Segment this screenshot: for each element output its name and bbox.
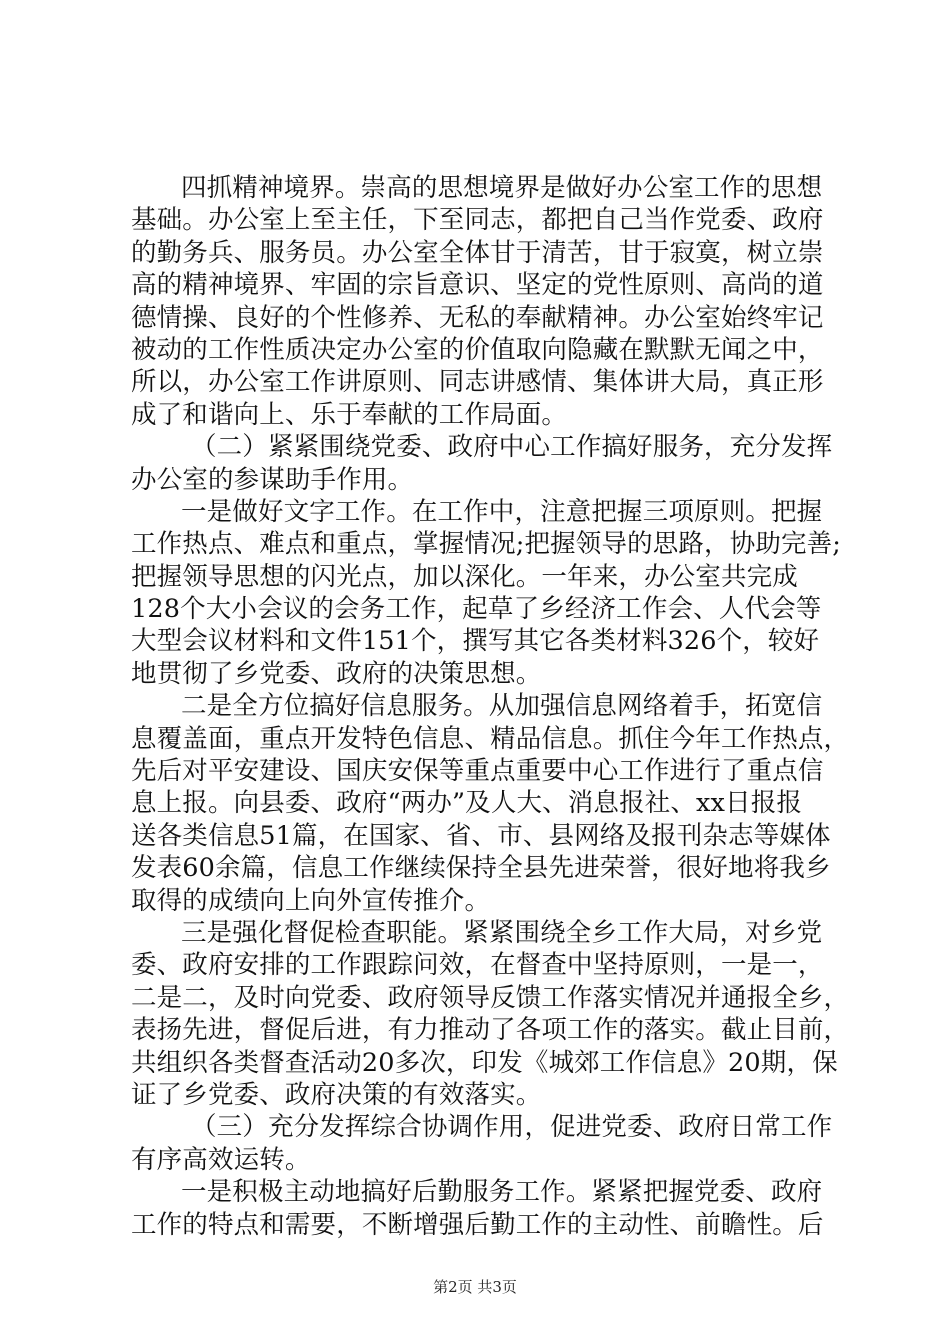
text-line: 四抓精神境界。崇高的思想境界是做好办公室工作的思想 <box>181 173 823 203</box>
page-footer <box>0 1277 950 1297</box>
paragraph <box>131 1111 831 1176</box>
paragraph <box>131 1176 831 1241</box>
text-line: 德情操、良好的个性修养、无私的奉献精神。办公室始终牢记 <box>131 302 824 333</box>
text-line: 送各类信息51篇，在国家、省、市、县网络及报刊杂志等媒体 <box>131 820 831 851</box>
paragraph <box>131 172 831 431</box>
text-line: 高的精神境界、牢固的宗旨意识、坚定的党性原则、高尚的道 <box>131 270 824 301</box>
text-line: 工作的特点和需要，不断增强后勤工作的主动性、前瞻性。后 <box>131 1209 824 1240</box>
paragraph <box>131 690 850 917</box>
text-line: 三是强化督促检查职能。紧紧围绕全乡工作大局，对乡党 <box>181 917 823 948</box>
text-line: 二是全方位搞好信息服务。从加强信息网络着手，拓宽信 <box>181 691 823 722</box>
text-line: 被动的工作性质决定办公室的价值取向隐藏在默默无闻之中， <box>131 334 824 365</box>
text-line: 共组织各类督查活动20多次，印发《城郊工作信息》20期，保 <box>131 1047 838 1078</box>
text-line: 息覆盖面，重点开发特色信息、精品信息。抓住今年工作热点， <box>131 723 850 754</box>
text-line: 地贯彻了乡党委、政府的决策思想。 <box>131 658 542 689</box>
text-line: 发表60余篇，信息工作继续保持全县先进荣誉，很好地将我乡 <box>131 853 831 884</box>
text-line: 取得的成绩向上向外宣传推介。 <box>131 885 491 916</box>
paragraph <box>131 917 850 1111</box>
text-line: 委、政府安排的工作跟踪问效，在督查中坚持原则，一是一， <box>131 950 824 981</box>
text-line: 先后对平安建设、国庆安保等重点重要中心工作进行了重点信 <box>131 756 824 787</box>
text-line: 大型会议材料和文件151个，撰写其它各类材料326个，较好 <box>131 626 820 657</box>
text-line: 成了和谐向上、乐于奉献的工作局面。 <box>131 399 568 430</box>
text-line: 办公室的参谋助手作用。 <box>131 464 414 495</box>
text-line: （二）紧紧围绕党委、政府中心工作搞好服务，充分发挥 <box>191 432 833 463</box>
text-line: 把握领导思想的闪光点，加以深化。一年来，办公室共完成 <box>131 561 798 592</box>
text-line: 基础。办公室上至主任，下至同志，都把自己当作党委、政府 <box>131 205 824 236</box>
document-body <box>131 172 850 1241</box>
text-line: 证了乡党委、政府决策的有效落实。 <box>131 1079 542 1110</box>
text-line: 表扬先进，督促后进，有力推动了各项工作的落实。截止目前， <box>131 1015 850 1046</box>
text-line: 二是二，及时向党委、政府领导反馈工作落实情况并通报全乡， <box>131 982 850 1013</box>
text-line: 工作热点、难点和重点，掌握情况;把握领导的思路，协助完善; <box>131 529 842 560</box>
text-line: 所以，办公室工作讲原则、同志讲感情、集体讲大局，真正形 <box>131 367 824 398</box>
text-line: （三）充分发挥综合协调作用，促进党委、政府日常工作 <box>191 1112 833 1143</box>
page-number-label: 第2页 共3页 <box>433 1278 517 1296</box>
text-line: 息上报。向县委、政府“两办”及人大、消息报社、xx日报报 <box>131 788 803 819</box>
paragraph <box>131 496 842 690</box>
text-line: 一是做好文字工作。在工作中，注意把握三项原则。把握 <box>181 496 823 527</box>
text-line: 的勤务兵、服务员。办公室全体甘于清苦，甘于寂寞，树立崇 <box>131 237 824 268</box>
text-line: 一是积极主动地搞好后勤服务工作。紧紧把握党委、政府 <box>181 1177 823 1208</box>
text-line: 有序高效运转。 <box>131 1144 311 1175</box>
text-line: 128个大小会议的会务工作，起草了乡经济工作会、人代会等 <box>131 594 822 625</box>
paragraph <box>131 431 831 496</box>
